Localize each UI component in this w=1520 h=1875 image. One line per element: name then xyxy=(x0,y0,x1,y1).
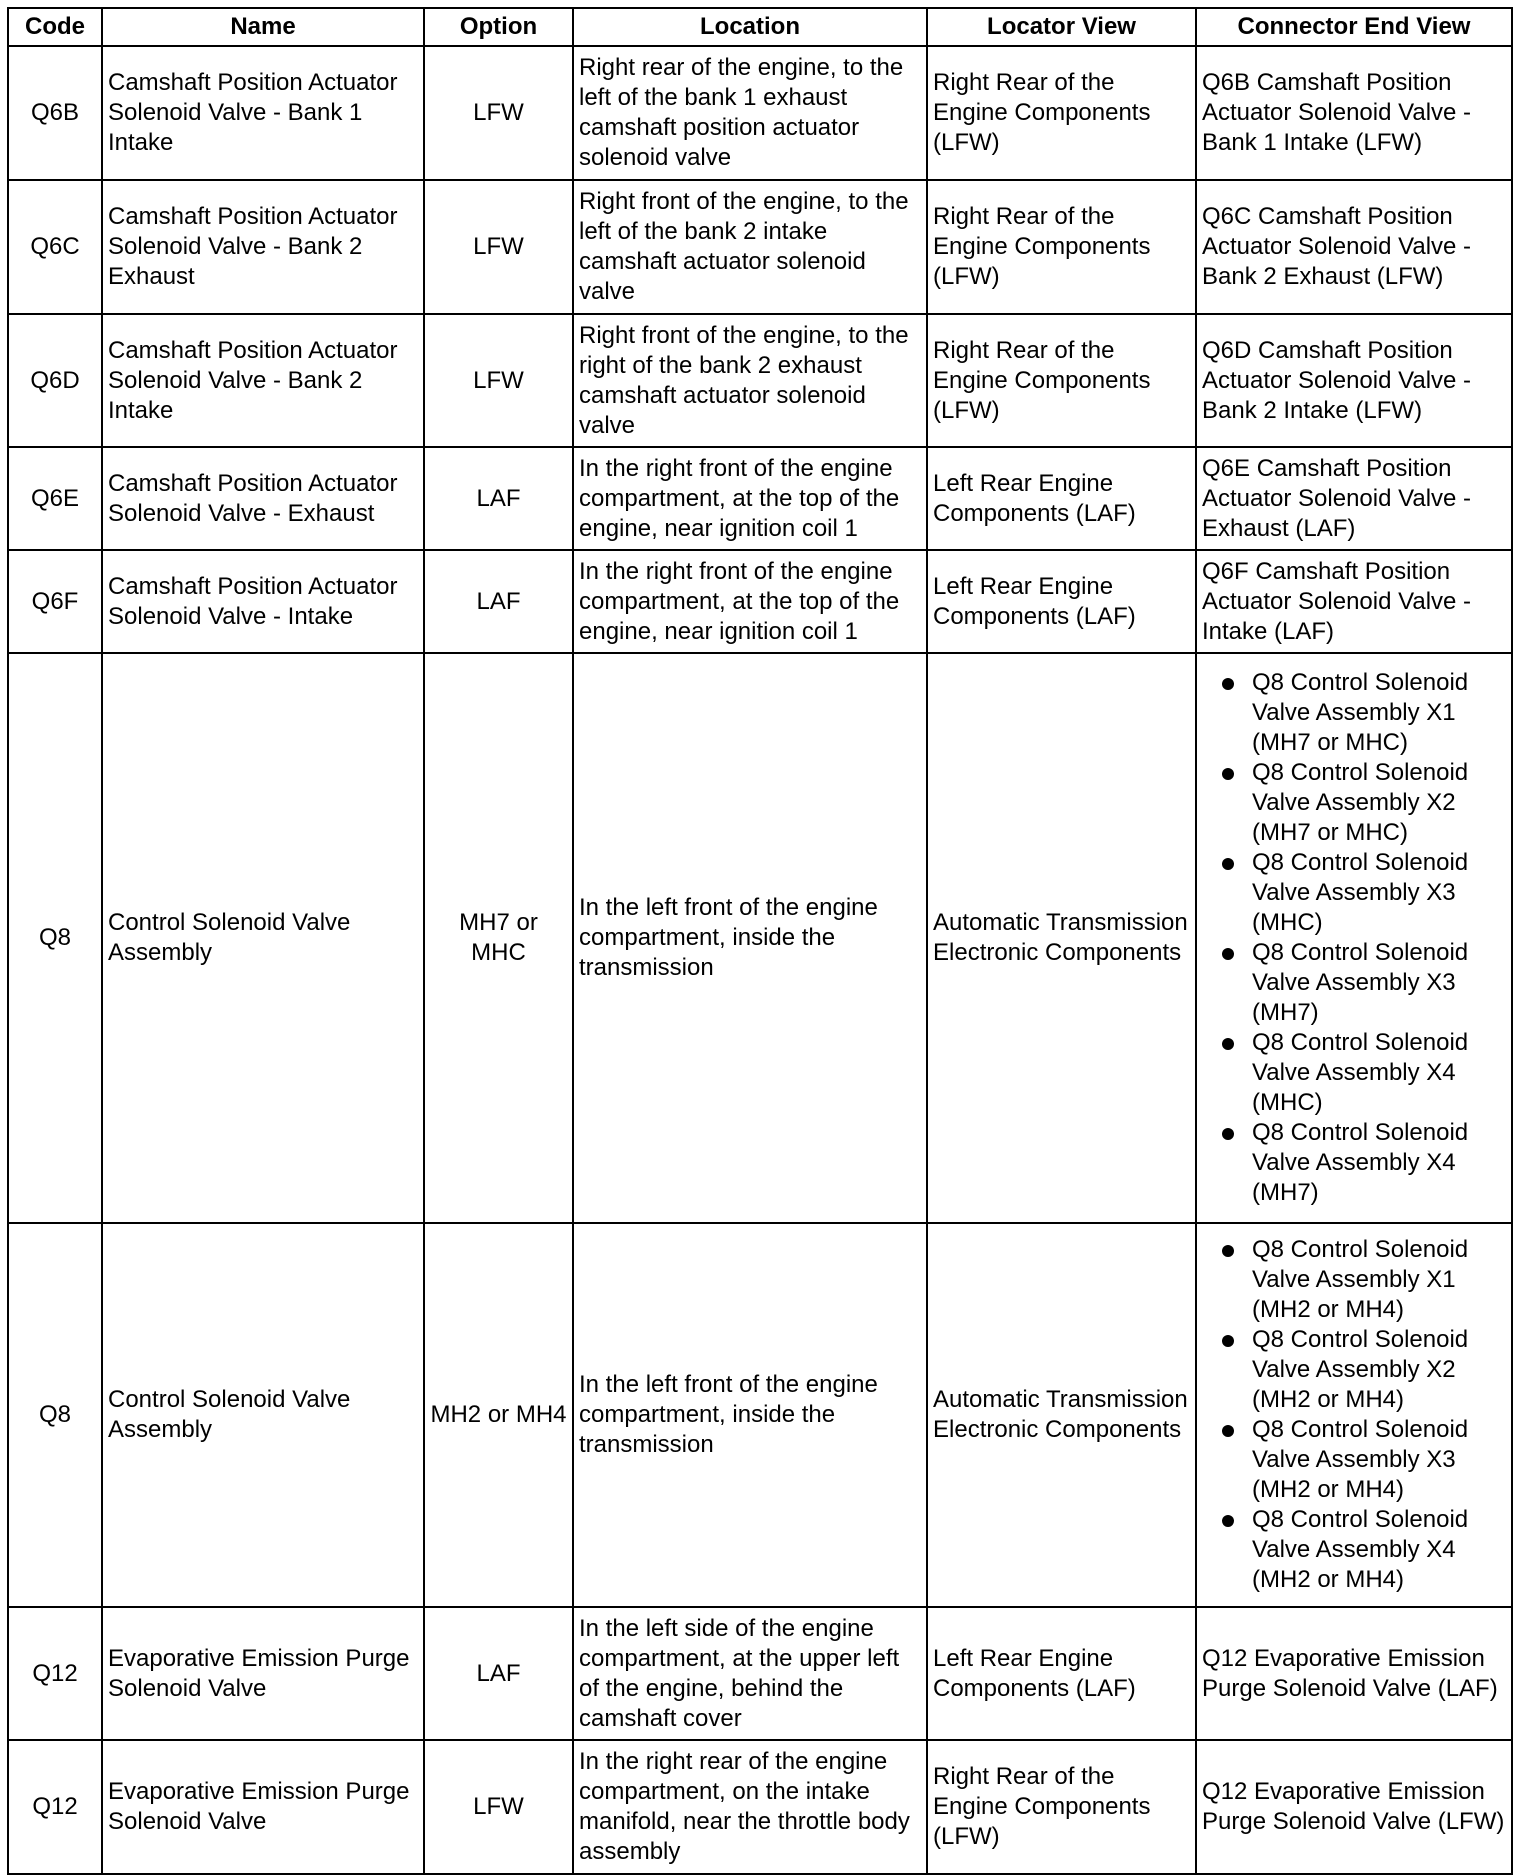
table-row xyxy=(8,180,1512,314)
bullet-icon xyxy=(1222,948,1234,960)
cell-location: In the left front of the engine compartment, inside the transmission xyxy=(573,653,927,1223)
cell-option: LFW xyxy=(424,314,573,447)
cell-option: LAF xyxy=(424,550,573,653)
cell-locator-view[interactable]: Right Rear of the Engine Components (LFW) xyxy=(927,314,1196,447)
cell-name: Control Solenoid Valve Assembly xyxy=(102,1223,424,1607)
cell-option: MH7 or MHC xyxy=(424,653,573,1223)
cell-location: Right front of the engine, to the right of the bank 2 exhaust camshaft actuator solenoid valve xyxy=(573,314,927,447)
cell-connector-end-view xyxy=(1196,1223,1512,1607)
bullet-icon xyxy=(1222,768,1234,780)
header-code: Code xyxy=(8,8,102,46)
header-location: Location xyxy=(573,8,927,46)
list-item[interactable]: Q8 Control Solenoid Valve Assembly X2 (MH2 or MH4) xyxy=(1202,1325,1506,1415)
cell-name: Evaporative Emission Purge Solenoid Valve xyxy=(102,1607,424,1740)
cell-connector-end-view[interactable]: Q12 Evaporative Emission Purge Solenoid Valve (LFW) xyxy=(1196,1740,1512,1874)
cell-connector-end-view[interactable]: Q6F Camshaft Position Actuator Solenoid Valve - Intake (LAF) xyxy=(1196,550,1512,653)
cell-locator-view[interactable]: Left Rear Engine Components (LAF) xyxy=(927,447,1196,550)
bullet-icon xyxy=(1222,1128,1234,1140)
list-item[interactable]: Q8 Control Solenoid Valve Assembly X4 (MHC) xyxy=(1202,1028,1506,1118)
cell-connector-end-view[interactable]: Q6C Camshaft Position Actuator Solenoid Valve - Bank 2 Exhaust (LFW) xyxy=(1196,180,1512,314)
header-connector-end-view: Connector End View xyxy=(1196,8,1512,46)
cell-option: LFW xyxy=(424,180,573,314)
cell-code: Q8 xyxy=(8,1223,102,1607)
cell-name: Camshaft Position Actuator Solenoid Valve - Intake xyxy=(102,550,424,653)
list-item[interactable]: Q8 Control Solenoid Valve Assembly X1 (MH2 or MH4) xyxy=(1202,1235,1506,1325)
cell-option: LAF xyxy=(424,1607,573,1740)
list-item[interactable]: Q8 Control Solenoid Valve Assembly X1 (MH7 or MHC) xyxy=(1202,668,1506,758)
cell-code: Q12 xyxy=(8,1607,102,1740)
cell-locator-view[interactable]: Automatic Transmission Electronic Components xyxy=(927,1223,1196,1607)
component-locator-table xyxy=(7,7,1513,1875)
table-row xyxy=(8,46,1512,180)
cell-option: LAF xyxy=(424,447,573,550)
cell-locator-view[interactable]: Right Rear of the Engine Components (LFW) xyxy=(927,180,1196,314)
header-row xyxy=(8,8,1512,46)
bullet-icon xyxy=(1222,858,1234,870)
cell-code: Q6B xyxy=(8,46,102,180)
list-item[interactable]: Q8 Control Solenoid Valve Assembly X3 (MH7) xyxy=(1202,938,1506,1028)
cell-name: Camshaft Position Actuator Solenoid Valve - Bank 2 Exhaust xyxy=(102,180,424,314)
connector-end-view-list xyxy=(1202,1235,1506,1595)
cell-locator-view[interactable]: Left Rear Engine Components (LAF) xyxy=(927,1607,1196,1740)
cell-code: Q8 xyxy=(8,653,102,1223)
table-row xyxy=(8,550,1512,653)
cell-location: In the left front of the engine compartment, inside the transmission xyxy=(573,1223,927,1607)
cell-location: In the right front of the engine compartment, at the top of the engine, near ignition coil 1 xyxy=(573,550,927,653)
table-row xyxy=(8,1740,1512,1874)
cell-location: In the left side of the engine compartment, at the upper left of the engine, behind the camshaft cover xyxy=(573,1607,927,1740)
cell-code: Q12 xyxy=(8,1740,102,1874)
bullet-icon xyxy=(1222,678,1234,690)
bullet-icon xyxy=(1222,1245,1234,1257)
cell-location: Right rear of the engine, to the left of the bank 1 exhaust camshaft position actuator solenoid valve xyxy=(573,46,927,180)
bullet-icon xyxy=(1222,1425,1234,1437)
cell-connector-end-view[interactable]: Q12 Evaporative Emission Purge Solenoid Valve (LAF) xyxy=(1196,1607,1512,1740)
cell-locator-view[interactable]: Right Rear of the Engine Components (LFW) xyxy=(927,46,1196,180)
table-row xyxy=(8,314,1512,447)
cell-locator-view[interactable]: Automatic Transmission Electronic Components xyxy=(927,653,1196,1223)
cell-code: Q6F xyxy=(8,550,102,653)
cell-name: Control Solenoid Valve Assembly xyxy=(102,653,424,1223)
cell-name: Camshaft Position Actuator Solenoid Valve - Bank 2 Intake xyxy=(102,314,424,447)
header-option: Option xyxy=(424,8,573,46)
list-item[interactable]: Q8 Control Solenoid Valve Assembly X2 (MH7 or MHC) xyxy=(1202,758,1506,848)
list-item[interactable]: Q8 Control Solenoid Valve Assembly X4 (MH2 or MH4) xyxy=(1202,1505,1506,1595)
list-item[interactable]: Q8 Control Solenoid Valve Assembly X3 (MHC) xyxy=(1202,848,1506,938)
cell-connector-end-view[interactable]: Q6B Camshaft Position Actuator Solenoid Valve - Bank 1 Intake (LFW) xyxy=(1196,46,1512,180)
cell-connector-end-view[interactable]: Q6D Camshaft Position Actuator Solenoid Valve - Bank 2 Intake (LFW) xyxy=(1196,314,1512,447)
cell-location: In the right front of the engine compartment, at the top of the engine, near ignition coil 1 xyxy=(573,447,927,550)
header-locator-view: Locator View xyxy=(927,8,1196,46)
list-item[interactable]: Q8 Control Solenoid Valve Assembly X3 (MH2 or MH4) xyxy=(1202,1415,1506,1505)
cell-option: MH2 or MH4 xyxy=(424,1223,573,1607)
cell-code: Q6C xyxy=(8,180,102,314)
cell-code: Q6E xyxy=(8,447,102,550)
cell-connector-end-view[interactable]: Q6E Camshaft Position Actuator Solenoid Valve - Exhaust (LAF) xyxy=(1196,447,1512,550)
cell-code: Q6D xyxy=(8,314,102,447)
bullet-icon xyxy=(1222,1038,1234,1050)
cell-name: Evaporative Emission Purge Solenoid Valve xyxy=(102,1740,424,1874)
table-row xyxy=(8,1223,1512,1607)
cell-locator-view[interactable]: Right Rear of the Engine Components (LFW) xyxy=(927,1740,1196,1874)
cell-connector-end-view xyxy=(1196,653,1512,1223)
bullet-icon xyxy=(1222,1335,1234,1347)
cell-location: Right front of the engine, to the left of the bank 2 intake camshaft actuator solenoid valve xyxy=(573,180,927,314)
list-item[interactable]: Q8 Control Solenoid Valve Assembly X4 (MH7) xyxy=(1202,1118,1506,1208)
cell-location: In the right rear of the engine compartment, on the intake manifold, near the throttle body assembly xyxy=(573,1740,927,1874)
cell-locator-view[interactable]: Left Rear Engine Components (LAF) xyxy=(927,550,1196,653)
table-row xyxy=(8,653,1512,1223)
cell-name: Camshaft Position Actuator Solenoid Valve - Exhaust xyxy=(102,447,424,550)
table-row xyxy=(8,447,1512,550)
table-row xyxy=(8,1607,1512,1740)
connector-end-view-list xyxy=(1202,668,1506,1208)
cell-option: LFW xyxy=(424,1740,573,1874)
cell-name: Camshaft Position Actuator Solenoid Valve - Bank 1 Intake xyxy=(102,46,424,180)
cell-option: LFW xyxy=(424,46,573,180)
bullet-icon xyxy=(1222,1515,1234,1527)
header-name: Name xyxy=(102,8,424,46)
